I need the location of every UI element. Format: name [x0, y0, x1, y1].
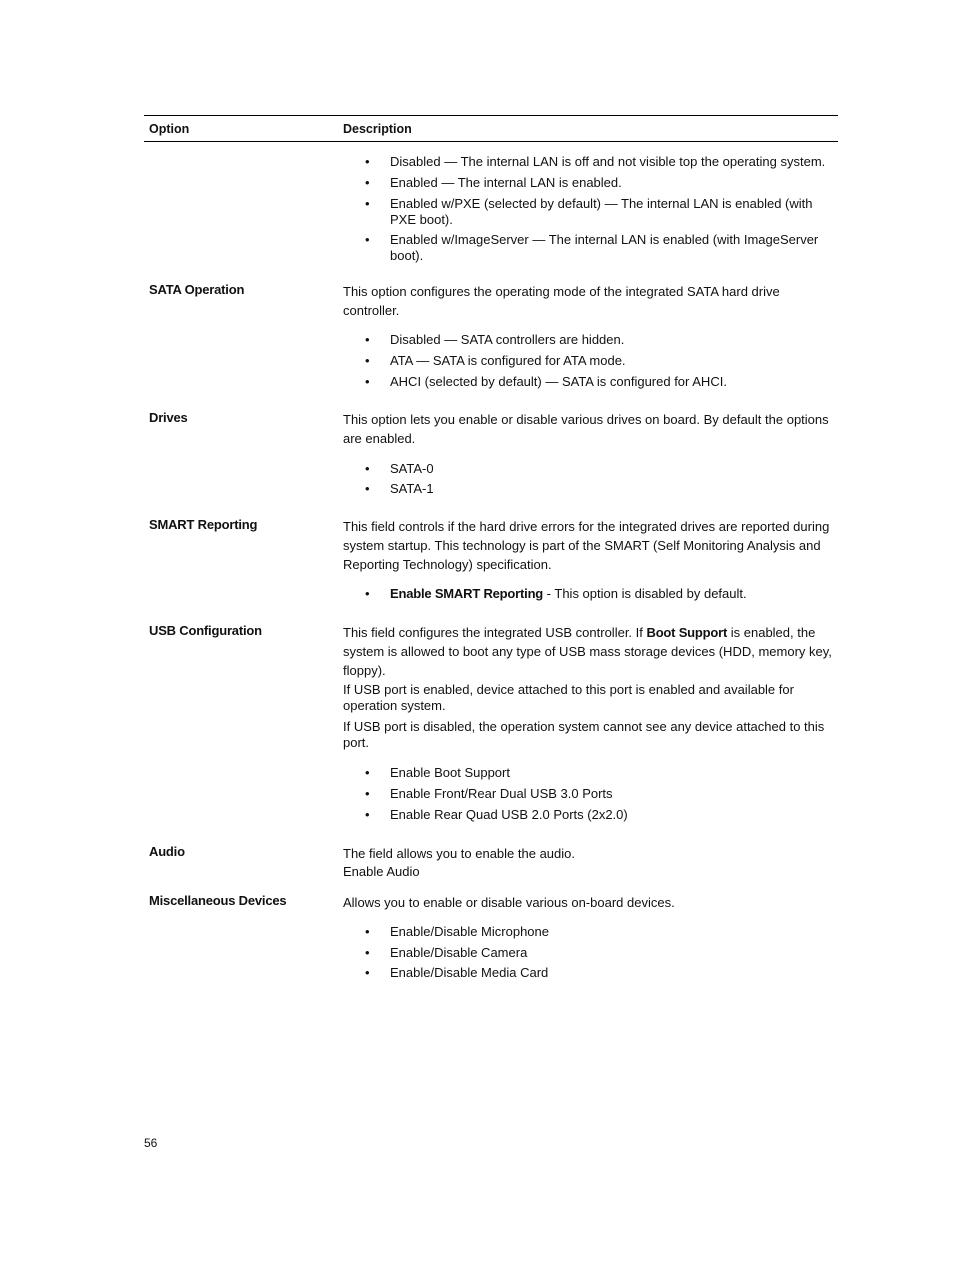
list-item: • Enable Front/Rear Dual USB 3.0 Ports [365, 786, 613, 801]
audio-text-2: Enable Audio [343, 864, 420, 879]
option-misc-devices: Miscellaneous Devices [149, 893, 287, 908]
list-item: • Disabled — SATA controllers are hidden. [365, 332, 625, 347]
drives-description [343, 410, 833, 497]
misc-text: Allows you to enable or disable various on-board devices. [343, 895, 675, 910]
list-item: • Enable/Disable Microphone [365, 924, 549, 939]
list-item: • Enable Rear Quad USB 2.0 Ports (2x2.0) [365, 807, 628, 822]
sata-list [343, 332, 833, 390]
smart-item-bold: Enable SMART Reporting [390, 586, 544, 601]
usb-text: This field configures the integrated USB controller. If Boot Support is enabled, the system is allowed to boot any type of USB mass storage devices (HDD, memory key, floppy). [343, 625, 832, 678]
page-number: 56 [144, 1136, 158, 1150]
sata-text: This option configures the operating mode of the integrated SATA hard drive controller. [343, 284, 780, 318]
smart-text: This field controls if the hard drive errors for the integrated drives are reported during system startup. This technology is part of the SMART (Self Monitoring Analysis and Reporting Technology) specification. [343, 519, 830, 572]
audio-description [343, 844, 833, 880]
option-usb-configuration: USB Configuration [149, 623, 262, 638]
usb-text-3: If USB port is disabled, the operation system cannot see any device attached to this port. [343, 719, 825, 750]
drives-list [343, 461, 833, 497]
audio-text: The field allows you to enable the audio. [343, 846, 575, 861]
list-item: • Enable Boot Support [365, 765, 510, 780]
list-item: • ATA — SATA is configured for ATA mode. [365, 353, 626, 368]
list-item: • Enabled — The internal LAN is enabled. [365, 175, 622, 190]
list-item: • SATA-0 [365, 461, 434, 476]
option-drives: Drives [149, 410, 188, 425]
list-item: • Disabled — The internal LAN is off and not visible top the operating system. [365, 154, 826, 169]
lan-list [343, 154, 833, 264]
options-table [144, 115, 838, 980]
row-lan-description [343, 154, 833, 264]
header-description: Description [343, 121, 412, 136]
list-item: • Enable SMART Reporting - This option is disabled by default. [365, 586, 747, 601]
smart-list [343, 586, 833, 602]
sata-description [343, 282, 833, 390]
list-item: • SATA-1 [365, 481, 434, 496]
usb-list [343, 765, 833, 823]
smart-description [343, 517, 833, 602]
option-sata-operation: SATA Operation [149, 282, 245, 297]
usb-text-2: If USB port is enabled, device attached to this port is enabled and available for operation system. [343, 682, 794, 713]
misc-list [343, 924, 833, 981]
header-option: Option [149, 121, 190, 136]
table-header [144, 115, 838, 142]
list-item: • Enable/Disable Camera [365, 945, 528, 960]
list-item: • Enabled w/PXE (selected by default) — The internal LAN is enabled (with PXE boot). [365, 196, 813, 227]
misc-description [343, 893, 833, 981]
option-audio: Audio [149, 844, 185, 859]
usb-description [343, 623, 833, 823]
drives-text: This option lets you enable or disable various drives on board. By default the options are enabled. [343, 412, 829, 446]
option-smart-reporting: SMART Reporting [149, 517, 258, 532]
list-item: • Enabled w/ImageServer — The internal LAN is enabled (with ImageServer boot). [365, 232, 819, 263]
list-item: • Enable/Disable Media Card [365, 965, 549, 980]
list-item: • AHCI (selected by default) — SATA is configured for AHCI. [365, 374, 727, 389]
